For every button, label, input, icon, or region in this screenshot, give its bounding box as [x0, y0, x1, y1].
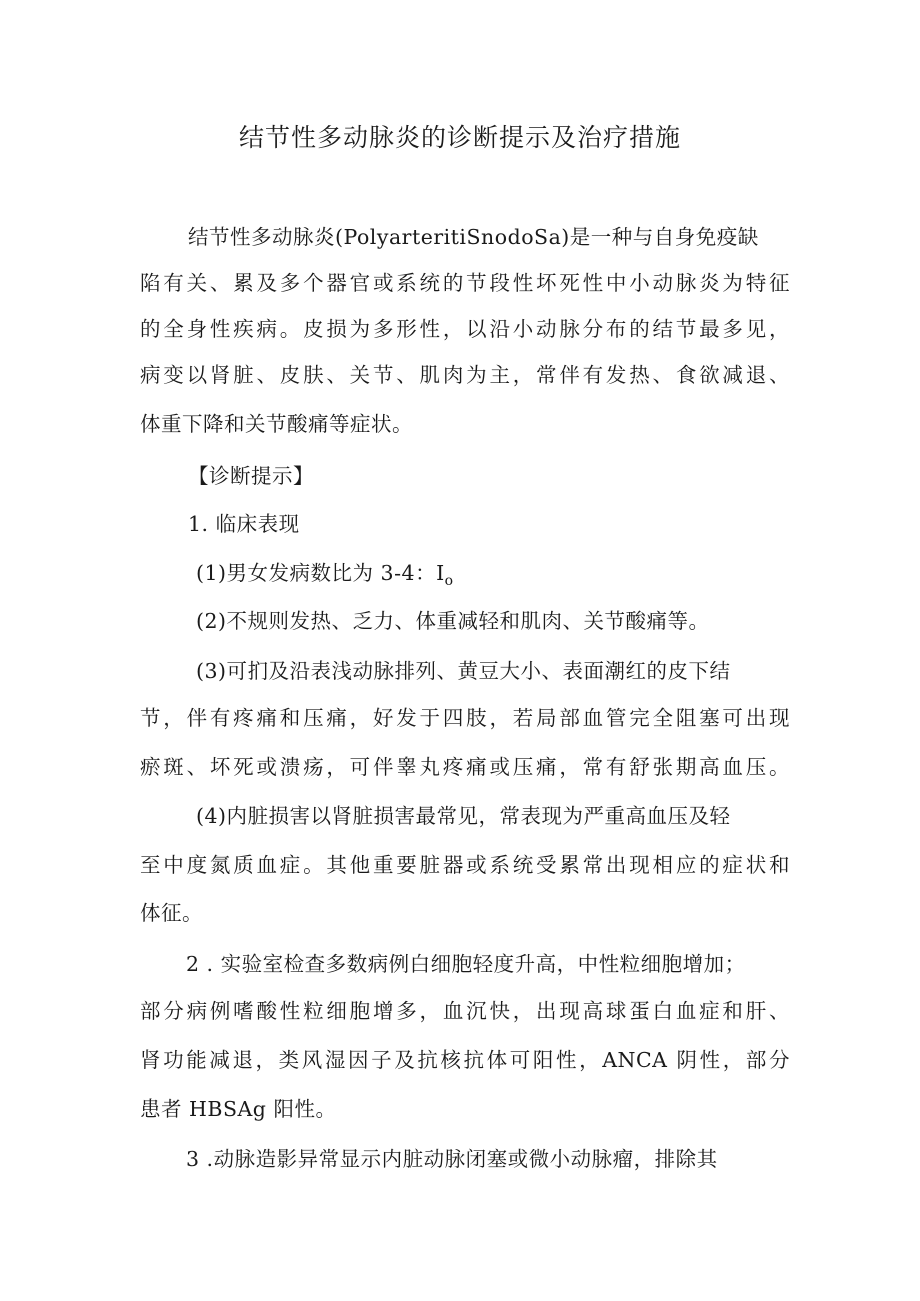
- paragraph-line: 陷有关、累及多个器官或系统的节段性坏死性中小动脉炎为特征: [140, 271, 790, 295]
- list-item-text: (1)男女发病数比为 3-4：I: [196, 561, 445, 585]
- paragraph-line: 瘀斑、坏死或溃疡，可伴睾丸疼痛或压痛，常有舒张期高血压。: [140, 755, 790, 779]
- list-item: 3 .动脉造影异常显示内脏动脉闭塞或微小动脉瘤，排除其: [186, 1147, 718, 1171]
- paragraph-line: 至中度氮质血症。其他重要脏器或系统受累常出现相应的症状和: [140, 853, 790, 877]
- list-item: (3)可扪及沿表浅动脉排列、黄豆大小、表面潮红的皮下结: [196, 659, 731, 683]
- section-heading: 【诊断提示】: [188, 464, 314, 488]
- paragraph-line: 肾功能减退，类风湿因子及抗核抗体可阳性，ANCA 阴性，部分: [140, 1048, 790, 1072]
- paragraph-line: 结节性多动脉炎(PolyarteritiSnodoSa)是一种与自身免疫缺: [188, 225, 759, 249]
- ratio-subscript: o: [444, 573, 454, 590]
- paragraph-line: 部分病例嗜酸性粒细胞增多，血沉快，出现高球蛋白血症和肝、: [140, 999, 790, 1023]
- paragraph-line: 体征。: [140, 901, 203, 925]
- list-item: 2 . 实验室检查多数病例白细胞轻度升高，中性粒细胞增加；: [186, 952, 746, 976]
- paragraph-line: 患者 HBSAg 阳性。: [140, 1097, 337, 1121]
- list-item: (2)不规则发热、乏力、体重减轻和肌肉、关节酸痛等。: [196, 609, 710, 633]
- list-item: [196, 558, 846, 596]
- paragraph-line: 节，伴有疼痛和压痛，好发于四肢，若局部血管完全阻塞可出现: [140, 706, 790, 730]
- paragraph-line: 的全身性疾病。皮损为多形性，以沿小动脉分布的结节最多见，: [140, 317, 790, 341]
- list-item: (4)内脏损害以肾脏损害最常见，常表现为严重高血压及轻: [196, 804, 731, 828]
- document-title: 结节性多动脉炎的诊断提示及治疗措施: [238, 123, 681, 152]
- subsection-heading: 1. 临床表现: [188, 512, 300, 536]
- paragraph-line: 体重下降和关节酸痛等症状。: [140, 412, 413, 436]
- paragraph-line: 病变以肾脏、皮肤、关节、肌肉为主，常伴有发热、食欲减退、: [140, 363, 790, 387]
